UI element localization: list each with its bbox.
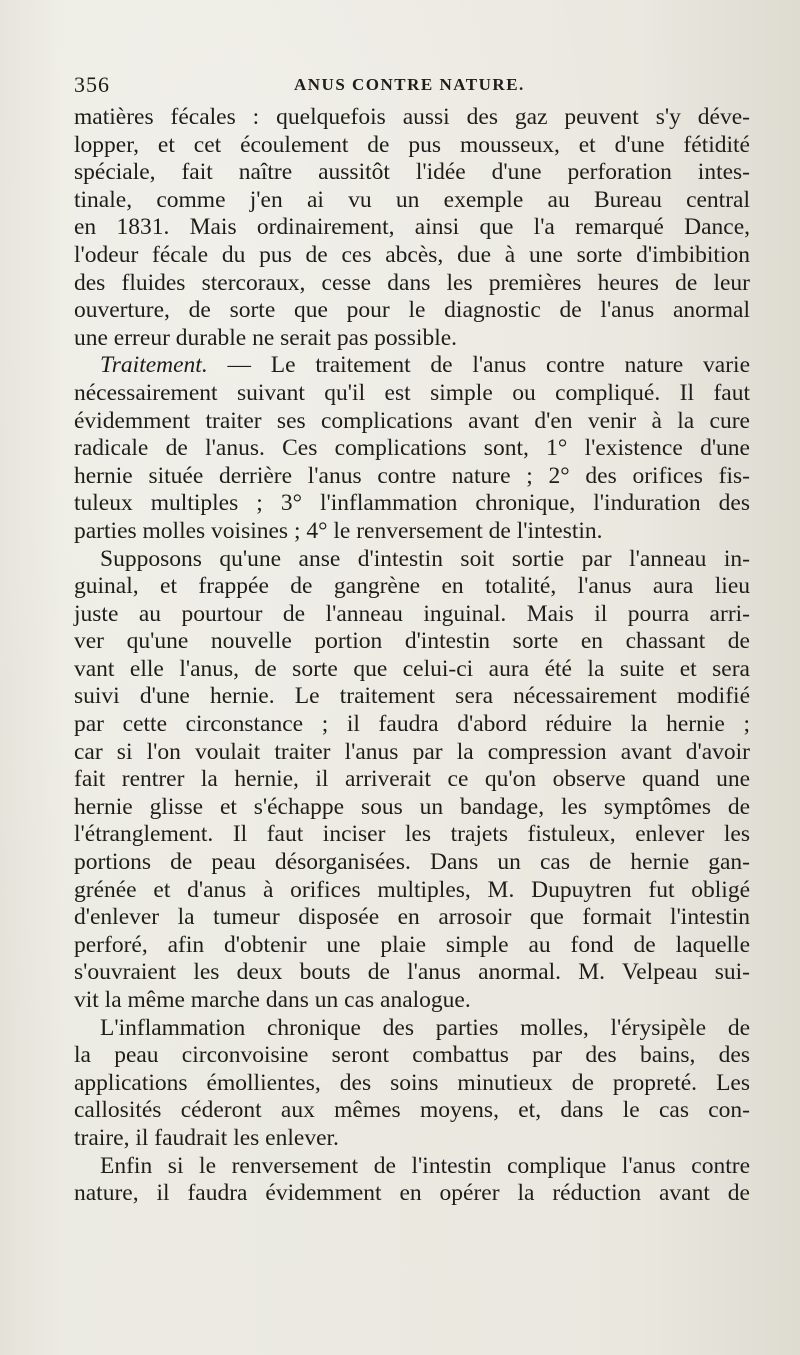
text-run: — Le traitement de l'anus contre nature varie: [207, 352, 750, 379]
section-heading: Traitement.: [100, 352, 208, 379]
text-line: parties molles voisines ; 4° le renversement de l'intestin.: [74, 517, 603, 544]
text-line: Supposons qu'une anse d'intestin soit sortie par l'anneau in-: [100, 545, 750, 572]
text-line: tuleux multiples ; 3° l'inflammation chronique, l'induration des: [74, 490, 750, 517]
paragraph: [74, 1153, 750, 1208]
text-line: suivi d'une hernie. Le traitement sera nécessairement modifié: [74, 683, 750, 710]
text-line: spéciale, fait naître aussitôt l'idée d'une perforation intes-: [74, 159, 750, 186]
text-line: une erreur durable ne serait pas possible.: [74, 324, 458, 351]
text-line: s'ouvraient les deux bouts de l'anus anormal. M. Velpeau sui-: [74, 959, 750, 986]
text-line: applications émollientes, des soins minutieux de propreté. Les: [74, 1069, 750, 1096]
text-line: fait rentrer la hernie, il arriverait ce qu'on observe quand une: [74, 766, 750, 793]
body-text: [74, 104, 750, 1208]
text-line: car si l'on voulait traiter l'anus par la compression avant d'avoir: [74, 738, 750, 765]
text-line: hernie située derrière l'anus contre nature ; 2° des orifices fis-: [74, 462, 750, 489]
text-line: radicale de l'anus. Ces complications sont, 1° l'existence d'une: [74, 435, 750, 462]
page-header: [74, 72, 750, 102]
paragraph: [74, 546, 750, 1015]
text-line: lopper, et cet écoulement de pus mousseux, et d'une fétidité: [74, 131, 750, 158]
text-line: guinal, et frappée de gangrène en totalité, l'anus aura lieu: [74, 573, 750, 600]
text-line: ver qu'une nouvelle portion d'intestin sorte en chassant de: [74, 628, 750, 655]
text-line: ouverture, de sorte que pour le diagnostic de l'anus anormal: [74, 297, 750, 324]
text-line: tinale, comme j'en ai vu un exemple au Bureau central: [74, 186, 750, 213]
text-line: nature, il faudra évidemment en opérer la réduction avant de: [74, 1180, 750, 1207]
running-title: ANUS CONTRE NATURE.: [294, 75, 525, 94]
text-line: L'inflammation chronique des parties molles, l'érysipèle de: [100, 1014, 750, 1041]
text-line: l'odeur fécale du pus de ces abcès, due à une sorte d'imbibition: [74, 241, 750, 268]
text-line: en 1831. Mais ordinairement, ainsi que l'a remarqué Dance,: [74, 214, 750, 241]
paragraph: [74, 352, 750, 545]
text-line: matières fécales : quelquefois aussi des gaz peuvent s'y déve-: [74, 104, 750, 130]
text-line: [74, 352, 750, 380]
text-line: nécessairement suivant qu'il est simple ou compliqué. Il faut: [74, 379, 750, 406]
text-line: vit la même marche dans un cas analogue.: [74, 987, 471, 1013]
text-line: vant elle l'anus, de sorte que celui-ci aura été la suite et sera: [74, 655, 750, 682]
paragraph: [74, 1015, 750, 1153]
text-line: callosités céderont aux mêmes moyens, et, dans le cas con-: [74, 1097, 750, 1124]
text-line: des fluides stercoraux, cesse dans les premières heures de leur: [74, 269, 750, 296]
text-line: la peau circonvoisine seront combattus par des bains, des: [74, 1042, 750, 1069]
text-line: d'enlever la tumeur disposée en arrosoir que formait l'intestin: [74, 904, 750, 931]
page-number: 356: [74, 72, 110, 97]
text-line: Enfin si le renversement de l'intestin complique l'anus contre: [100, 1152, 750, 1179]
text-line: par cette circonstance ; il faudra d'abord réduire la hernie ;: [74, 711, 750, 738]
text-line: traire, il faudrait les enlever.: [74, 1124, 339, 1151]
text-line: hernie glisse et s'échappe sous un bandage, les symptômes de: [74, 793, 750, 820]
text-line: l'étranglement. Il faut inciser les trajets fistuleux, enlever les: [74, 821, 750, 848]
text-line: perforé, afin d'obtenir une plaie simple au fond de laquelle: [74, 931, 750, 958]
text-line: évidemment traiter ses complications avant d'en venir à la cure: [74, 407, 750, 434]
text-line: portions de peau désorganisées. Dans un cas de hernie gan-: [74, 849, 750, 876]
paragraph: [74, 104, 750, 352]
text-line: grénée et d'anus à orifices multiples, M. Dupuytren fut obligé: [74, 876, 750, 903]
text-line: juste au pourtour de l'anneau inguinal. Mais il pourra arri-: [74, 600, 750, 627]
